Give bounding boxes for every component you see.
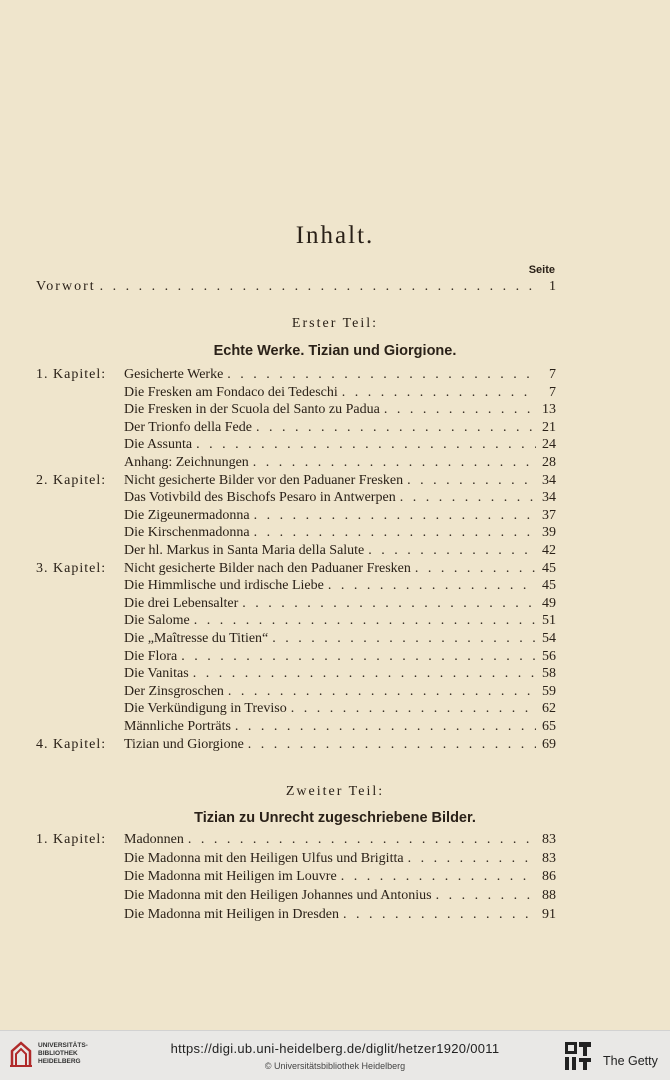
toc-label: Die Madonna mit den Heiligen Ulfus und Brigitta [124,850,404,866]
toc-row [36,648,556,666]
toc-row [36,887,556,905]
dot-leader [193,665,536,683]
part-label: Erster Teil: [291,316,379,331]
toc-row [36,366,556,384]
toc-label: Madonnen [124,832,184,847]
toc-label: Die Madonna mit Heiligen in Dresden [124,906,340,922]
toc-page-number: 91 [542,906,556,922]
toc-page-number: 21 [542,419,556,435]
toc-label: Die Kirschenmadonna [124,525,250,541]
toc-page-number: 54 [542,631,556,646]
dot-leader [256,419,536,437]
toc-row [36,436,556,454]
dot-leader [272,630,536,648]
toc-label: Das Votivbild des Bischofs Pesaro in Antwerpen [124,490,396,506]
toc-page-number: 42 [542,543,556,558]
dot-leader [188,831,536,849]
page-title: Inhalt. [295,222,375,249]
part-label: Zweiter Teil: [285,784,385,799]
toc-page-number: 7 [549,384,556,400]
toc-label: Vorwort [36,279,96,294]
toc-label: Die drei Lebensalter [124,595,239,611]
toc-page-number: 28 [542,455,556,470]
toc-page-number: 83 [542,850,556,866]
dot-leader [341,868,536,886]
chapter-label: 3. Kapitel: [36,560,107,576]
toc-label: Nicht gesicherte Bilder vor den Paduaner Fresken [124,472,404,488]
toc-page-number: 62 [542,701,556,717]
toc-label: Der hl. Markus in Santa Maria della Salute [124,543,365,558]
toc-row [36,700,556,718]
toc-row [36,665,556,683]
part-heading: Tizian zu Unrecht zugeschriebene Bilder. [194,810,476,826]
toc-page-number: 13 [542,402,556,418]
toc-page-number: 34 [542,472,556,488]
toc-page-number: 56 [542,648,556,664]
dot-leader [196,436,536,454]
dot-leader [328,577,536,595]
toc-row [36,507,556,525]
toc-row [36,736,556,754]
toc-row [36,595,556,613]
toc-page-number: 58 [542,666,556,682]
dot-leader [248,736,536,754]
part-heading: Echte Werke. Tizian und Giorgione. [213,343,457,359]
chapter-label: 1. Kapitel: [36,367,107,382]
dot-leader [194,612,536,630]
toc-row [36,850,556,868]
toc-row [36,560,556,578]
toc-label: Die Madonna mit Heiligen im Louvre [124,869,337,885]
toc-page-number: 24 [542,437,556,453]
dot-leader [407,472,536,490]
dot-leader [235,718,536,736]
toc-label: Die Flora [124,648,178,664]
toc-label: Die Verkündigung in Treviso [124,701,287,717]
partner-name: The Getty [603,1054,658,1068]
toc-page-number: 65 [542,719,556,734]
toc-row [36,906,556,924]
toc-page-number: 1 [549,279,556,294]
dot-leader [227,366,536,384]
toc-page-number: 39 [542,525,556,541]
toc-row [36,683,556,701]
chapter-label: 2. Kapitel: [36,472,107,488]
toc-label: Die Fresken am Fondaco dei Tedeschi [124,384,338,400]
dot-leader [342,384,536,402]
toc-row [36,612,556,630]
toc-label: Nicht gesicherte Bilder nach den Paduaner Fresken [124,560,411,576]
toc-page-number: 45 [542,578,556,594]
toc-page-number: 59 [542,683,556,699]
toc-row [36,472,556,490]
toc-page-number: 86 [542,869,556,885]
toc-row [36,419,556,437]
toc-label: Der Zinsgroschen [124,683,224,699]
toc-page-number: 45 [542,560,556,576]
toc-label: Die Assunta [124,437,193,453]
toc-label: Tizian und Giorgione [124,736,244,752]
dot-leader [343,906,536,924]
page-column-label: Seite [528,264,555,276]
toc-row [36,831,556,849]
toc-row [36,454,556,472]
toc-page-number: 37 [542,507,556,523]
toc-row-vorwort [36,278,556,296]
dot-leader [254,524,536,542]
chapter-label: 4. Kapitel: [36,736,107,752]
toc-page-number: 69 [542,736,556,752]
toc-label: Die Himmlische und irdische Liebe [124,578,324,594]
toc-row [36,630,556,648]
toc-page-number: 88 [542,888,556,904]
university-library-name: UNIVERSITÄTS- BIBLIOTHEK HEIDELBERG [38,1042,88,1065]
toc-page-number: 83 [542,832,556,847]
dot-leader [291,700,536,718]
toc-page-number: 34 [542,490,556,506]
dot-leader [408,850,536,868]
toc-label: Die Salome [124,613,190,629]
dot-leader [400,489,536,507]
toc-row [36,542,556,560]
toc-label: Der Trionfo della Fede [124,419,252,435]
permalink-url[interactable]: https://digi.ub.uni-heidelberg.de/diglit/hetzer1920/0011 [170,1041,500,1056]
toc-row [36,401,556,419]
toc-label: Die Zigeunermadonna [124,507,250,523]
toc-label: Männliche Porträts [124,719,231,734]
toc-label: Gesicherte Werke [124,367,224,382]
getty-logo-icon[interactable] [563,1040,593,1072]
toc-label: Die Madonna mit den Heiligen Johannes und Antonius [124,888,432,904]
toc-row [36,577,556,595]
toc-row [36,384,556,402]
toc-row [36,524,556,542]
dot-leader [254,507,536,525]
toc-page-number: 7 [549,367,556,382]
dot-leader [384,401,536,419]
toc-page-number: 51 [542,613,556,629]
toc-row [36,868,556,886]
chapter-label: 1. Kapitel: [36,832,107,847]
dot-leader [242,595,536,613]
dot-leader [181,648,536,666]
dot-leader [436,887,536,905]
toc-row [36,489,556,507]
viewer-footer [0,1030,670,1080]
dot-leader [228,683,536,701]
toc-label: Die Vanitas [124,666,189,682]
copyright-notice: © Universitätsbibliothek Heidelberg [264,1061,406,1071]
dot-leader [368,542,536,560]
toc-label: Die „Maîtresse du Titien“ [124,631,269,646]
dot-leader [253,454,536,472]
dot-leader [100,278,536,296]
toc-label: Anhang: Zeichnungen [124,455,249,470]
toc-label: Die Fresken in der Scuola del Santo zu Padua [124,402,380,418]
dot-leader [415,560,536,578]
toc-row [36,718,556,736]
toc-page-number: 49 [542,595,556,611]
